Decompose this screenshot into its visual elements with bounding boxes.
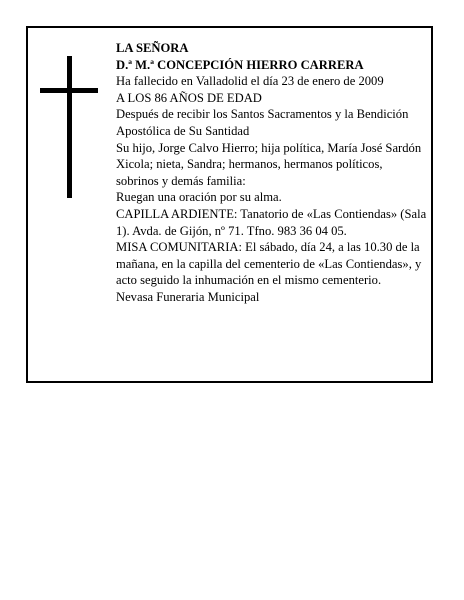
chapel-information: CAPILLA ARDIENTE: Tanatorio de «Las Contiendas» (Sala 1). Avda. de Gijón, nº 71. Tfno. 983 36 04 05. <box>116 206 427 238</box>
death-announcement: Ha fallecido en Valladolid el día 23 de enero de 2009 <box>116 74 384 89</box>
obituary-text <box>116 40 428 306</box>
latin-cross-icon <box>40 56 98 198</box>
cross-horizontal-bar <box>40 88 98 93</box>
notice-title: LA SEÑORA <box>116 41 189 55</box>
cross-vertical-bar <box>67 56 72 198</box>
mass-information: MISA COMUNITARIA: El sábado, día 24, a las 10.30 de la mañana, en la capilla del cementerio de «Las Contiendas», y acto seguido la inhumación en el mismo cementerio. <box>116 240 422 288</box>
funeral-home: Nevasa Funeraria Municipal <box>116 289 260 304</box>
deceased-name: D.ª M.ª CONCEPCIÓN HIERRO CARRERA <box>116 57 364 72</box>
age-at-death: A LOS 86 AÑOS DE EDAD <box>116 90 262 105</box>
prayer-request: Ruegan una oración por su alma. <box>116 190 282 205</box>
sacraments-text: Después de recibir los Santos Sacramentos y la Bendición Apostólica de Su Santidad <box>116 107 409 138</box>
obituary-notice <box>26 26 433 383</box>
family-text: Su hijo, Jorge Calvo Hierro; hija política, María José Sardón Xicola; nieta, Sandra; hermanos, hermanos políticos, sobrinos y demás familia: <box>116 140 422 188</box>
